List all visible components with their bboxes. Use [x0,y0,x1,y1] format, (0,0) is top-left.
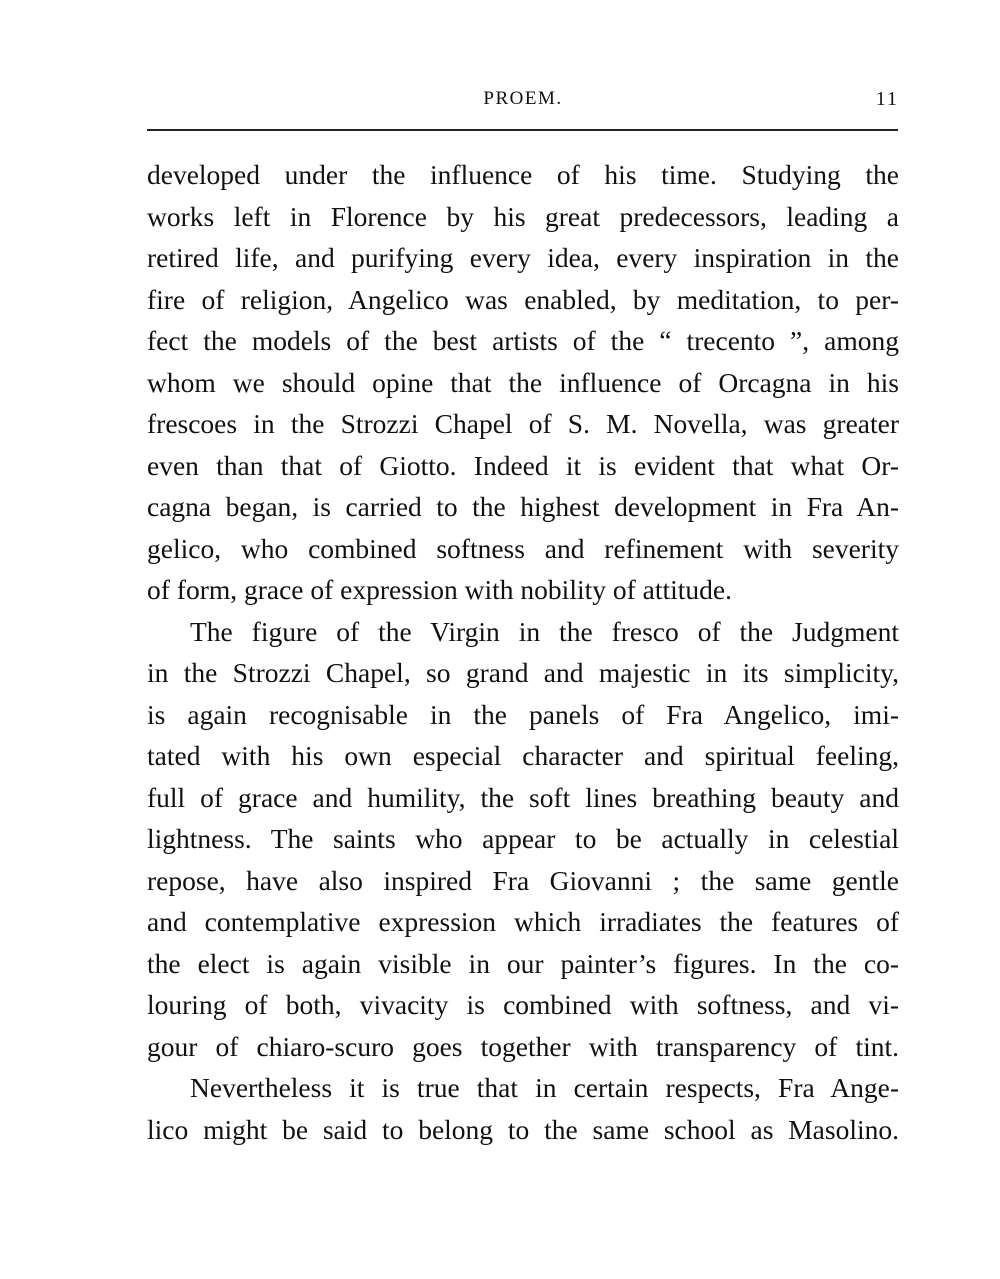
text-line: even than that of Giotto. Indeed it is evident that what Or- [147,449,899,481]
text-line: tated with his own especial character and spiritual feeling, [147,740,899,771]
text-line: in the Strozzi Chapel, so grand and majestic in its simplicity, [147,657,899,688]
text-line: gelico, who combined softness and refinement with severity [147,532,899,564]
text-line: cagna began, is carried to the highest development in Fra An- [147,491,899,522]
text-line: of form, grace of expression with nobility of attitude. [147,574,732,605]
text-line: fect the models of the best artists of the “ trecento ”, among [147,325,899,356]
text-line: and contemplative expression which irradiates the features of [147,906,899,937]
running-head-title: PROEM. [483,88,563,109]
text-line: louring of both, vivacity is combined with softness, and vi- [147,989,899,1020]
text-line: gour of chiaro-scuro goes together with transparency of tint. [147,1030,899,1062]
text-line: fire of religion, Angelico was enabled, by meditation, to per- [147,283,899,315]
header-rule [147,129,898,131]
text-line: The figure of the Virgin in the fresco of the Judgment [190,615,899,647]
page-number: 11 [875,88,899,110]
body-text [147,154,899,1150]
text-line: Nevertheless it is true that in certain respects, Fra Ange- [190,1072,899,1103]
text-line: works left in Florence by his great predecessors, leading a [147,200,899,232]
text-line: frescoes in the Strozzi Chapel of S. M. Novella, was greater [147,408,899,439]
text-line: lightness. The saints who appear to be actually in celestial [147,823,899,854]
text-line: whom we should opine that the influence of Orcagna in his [147,366,899,398]
text-line: developed under the influence of his time. Studying the [147,159,899,190]
text-line: full of grace and humility, the soft lines breathing beauty and [147,781,899,813]
text-line: lico might be said to belong to the same school as Masolino. [147,1113,899,1145]
text-line: is again recognisable in the panels of Fra Angelico, imi- [147,698,899,730]
text-line: the elect is again visible in our painter’s figures. In the co- [147,947,899,979]
text-line: retired life, and purifying every idea, every inspiration in the [147,242,899,273]
running-head [147,86,899,116]
text-line: repose, have also inspired Fra Giovanni ; the same gentle [147,864,899,896]
